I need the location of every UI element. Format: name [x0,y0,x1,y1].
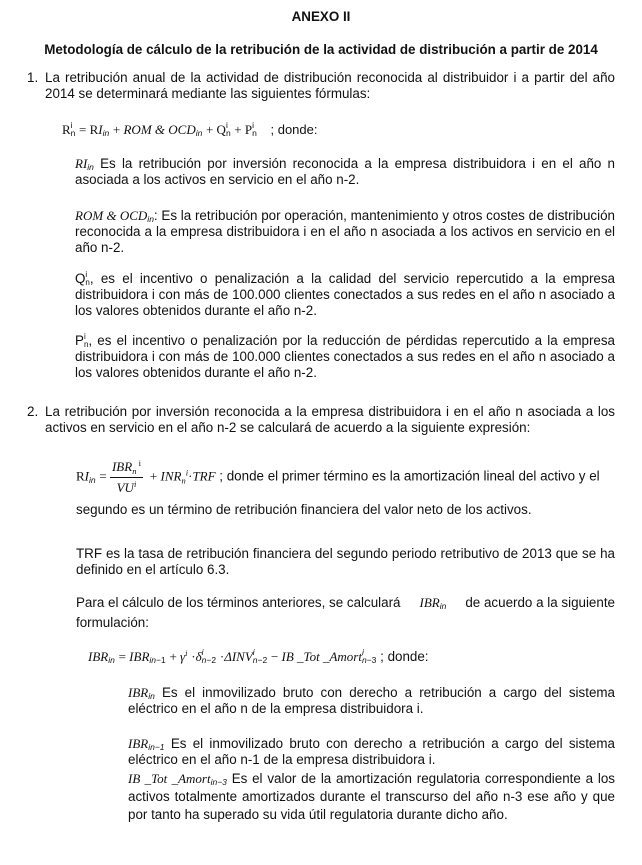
annex-title: ANEXO II [291,9,351,24]
formula2-inr: INR [160,468,182,484]
formula2-fraction: $\frac{IBR_n ^i}{VU^i}$ [111,458,141,495]
symbol-p: P [75,333,84,348]
formula-term-q: Q [216,122,226,137]
definition-p: P i n , es el incentivo o penalización por la reducción de pérdidas repercutido a la empresa distribuidora i con más de 100.000 clientes conectados a sus redes en el año n asociado a los valores obtenidos durante el año n-2. [75,332,615,380]
formula-suffix: ; donde: [270,122,318,137]
definition-ibr-n-text: Es el inmovilizado bruto con derecho a retribución a cargo del sistema eléctrico en el año n de la empresa distribuidora i. [128,685,615,716]
symbol-q: Q [75,271,86,286]
fraction-numerator: IBR [111,459,133,474]
formula2-explanation: ; donde el primer término es la amortización lineal del activo y el [219,468,600,484]
definition-ri: RIin Es la retribución por inversión reconocida a la empresa distribuidora i en el año n asociada a los activos en servicio en el año n-2. [75,156,615,187]
ibr-formula-delta: δ [195,649,202,664]
definition-q-text: , es el incentivo o penalización a la calidad del servicio repercutido a la empresa distribuidora i con más de 100.000 clientes conectados a sus redes en el año n asociado a los valores obtenidos durante el año n-2. [75,271,615,318]
definition-ibr-n-1: IBRin−1 Es el inmovilizado bruto con derecho a retribución a cargo del sistema eléctrico en el año n-1 de la empresa distribuidora i. [128,736,615,767]
definition-q: Q i n , es el incentivo o penalización a la calidad del servicio repercutido a la empresa distribuidora i con más de 100.000 clientes conectados a sus redes en el año n asociado a los valores obtenidos durante el año n-2. [75,270,615,318]
symbol-ibr-n-1: IBR [128,736,149,751]
formula-term-p: P [244,122,253,137]
section-1-number: 1. [27,70,39,85]
ibr-intro-symbol: IBR [419,595,440,610]
definition-amort-text: Es el valor de la amortización regulatoria correspondiente a los activos totalmente amortizados durante el transcurso del año n-3 ese año y que por tanto ha superado su vida útil regulatoria durante dicho año. [128,771,615,822]
definition-amort: IB _Tot _Amortin−3 Es el valor de la amortización regulatoria correspondiente a los activos totalmente amortizados durante el transcurso del año n-3 ese año y que por tanto ha superado su vida útil regulatoria durante dicho año. [128,771,615,822]
definition-p-text: , es el incentivo o penalización por la reducción de pérdidas repercutido a la empresa distribuidora i con más de 100.000 clientes conectados a sus redes en el año n asociado a los valores obtenidos durante el año n-2. [75,333,615,380]
ibr-formula-amort: IB _Tot _Amort [281,649,362,664]
section-2-intro [27,404,615,436]
definition-rom-ocd: ROM & OCDin: Es la retribución por operación, mantenimiento y otros costes de distribución reconocida a la empresa distribuidora i en el año n asociada a los activos en servicio en el año n-2. [75,208,616,255]
ibr-formula-suffix: ; donde: [380,649,429,664]
ibr-formula: IBRin = IBRin−1 + $\gamma^i \cdot\delta i$ n−2 ·ΔINVi n−2 − IB _Tot _Amorti n−3 ; donde: [88,647,429,665]
formula-term-rom: ROM & OCD [123,122,196,137]
formula2-lhs: RI [76,468,90,484]
section-1-intro-text: La retribución anual de la actividad de distribución reconocida al distribuidor i a partir del año 2014 se determinará mediante las siguientes fórmulas: [45,70,615,101]
ibr-intro-line2: formulación: [76,615,149,630]
trf-definition: TRF es la tasa de retribución financiera del segundo periodo retributivo de 2013 que se ha definido en el artículo 6.3. [76,546,615,577]
ibr-intro-before: Para el cálculo de los términos anteriores, se calculará [76,595,401,610]
definition-ri-text: Es la retribución por inversión reconocida a la empresa distribuidora i en el año n asociada a los activos en servicio en el año n-2. [75,156,615,187]
retribution-formula: R i n = RIin + ROM & OCDin + Q i n + P i n ; donde: [62,120,318,138]
fraction-denominator: VU [116,480,134,495]
section-1-intro [27,70,615,102]
ibr-intro: Para el cálculo de los términos anteriores, se calculará IBRin de acuerdo a la siguiente formulación: [76,593,615,633]
ibr-formula-lhs: IBR [88,649,109,664]
formula-lhs: R [62,122,71,137]
formula2-explanation-cont: segundo es un término de retribución financiera del valor neto de los activos. [76,502,532,517]
section-2-intro-text: La retribución por inversión reconocida a la empresa distribuidora i en el año n asociada a los activos en servicio en el año n-2 se calculará de acuerdo a la siguiente expresión: [45,404,615,435]
section-2-number: 2. [27,404,39,419]
ibr-intro-after: de acuerdo a la siguiente [465,595,615,610]
formula2-trf: TRF [192,468,216,484]
ibr-formula-gamma: γ [180,649,186,664]
document-subtitle: Metodología de cálculo de la retribución de la actividad de distribución a partir de 2014 [44,42,598,57]
definition-ibr-n-1-text: Es el inmovilizado bruto con derecho a retribución a cargo del sistema eléctrico en el año n-1 de la empresa distribuidora i. [128,736,615,767]
ibr-formula-prev: IBR [129,649,150,664]
section-1 [27,70,615,102]
section-2 [27,404,615,436]
investment-formula: RIin = $\frac{IBR_n ^i}{VU^i}$ + $INR_n^i\cdot TRF$ ; donde el primer término es la amortización lineal del activo y el [76,458,600,495]
symbol-ri: RI [75,156,88,171]
definition-ibr-n: IBRin Es el inmovilizado bruto con derecho a retribución a cargo del sistema eléctrico en el año n de la empresa distribuidora i. [128,685,615,716]
formula-term-ri: RI [89,122,103,137]
symbol-amort: IB _Tot _Amort [128,771,211,786]
symbol-rom-ocd: ROM & OCD [75,208,148,223]
symbol-ibr-n: IBR [128,685,149,700]
ibr-formula-dinv: ΔINV [224,649,253,664]
definition-rom-ocd-text: : Es la retribución por operación, mantenimiento y otros costes de distribución reconocida a la empresa distribuidora i en el año n asociada a los activos en servicio en el año n-2. [75,208,616,255]
